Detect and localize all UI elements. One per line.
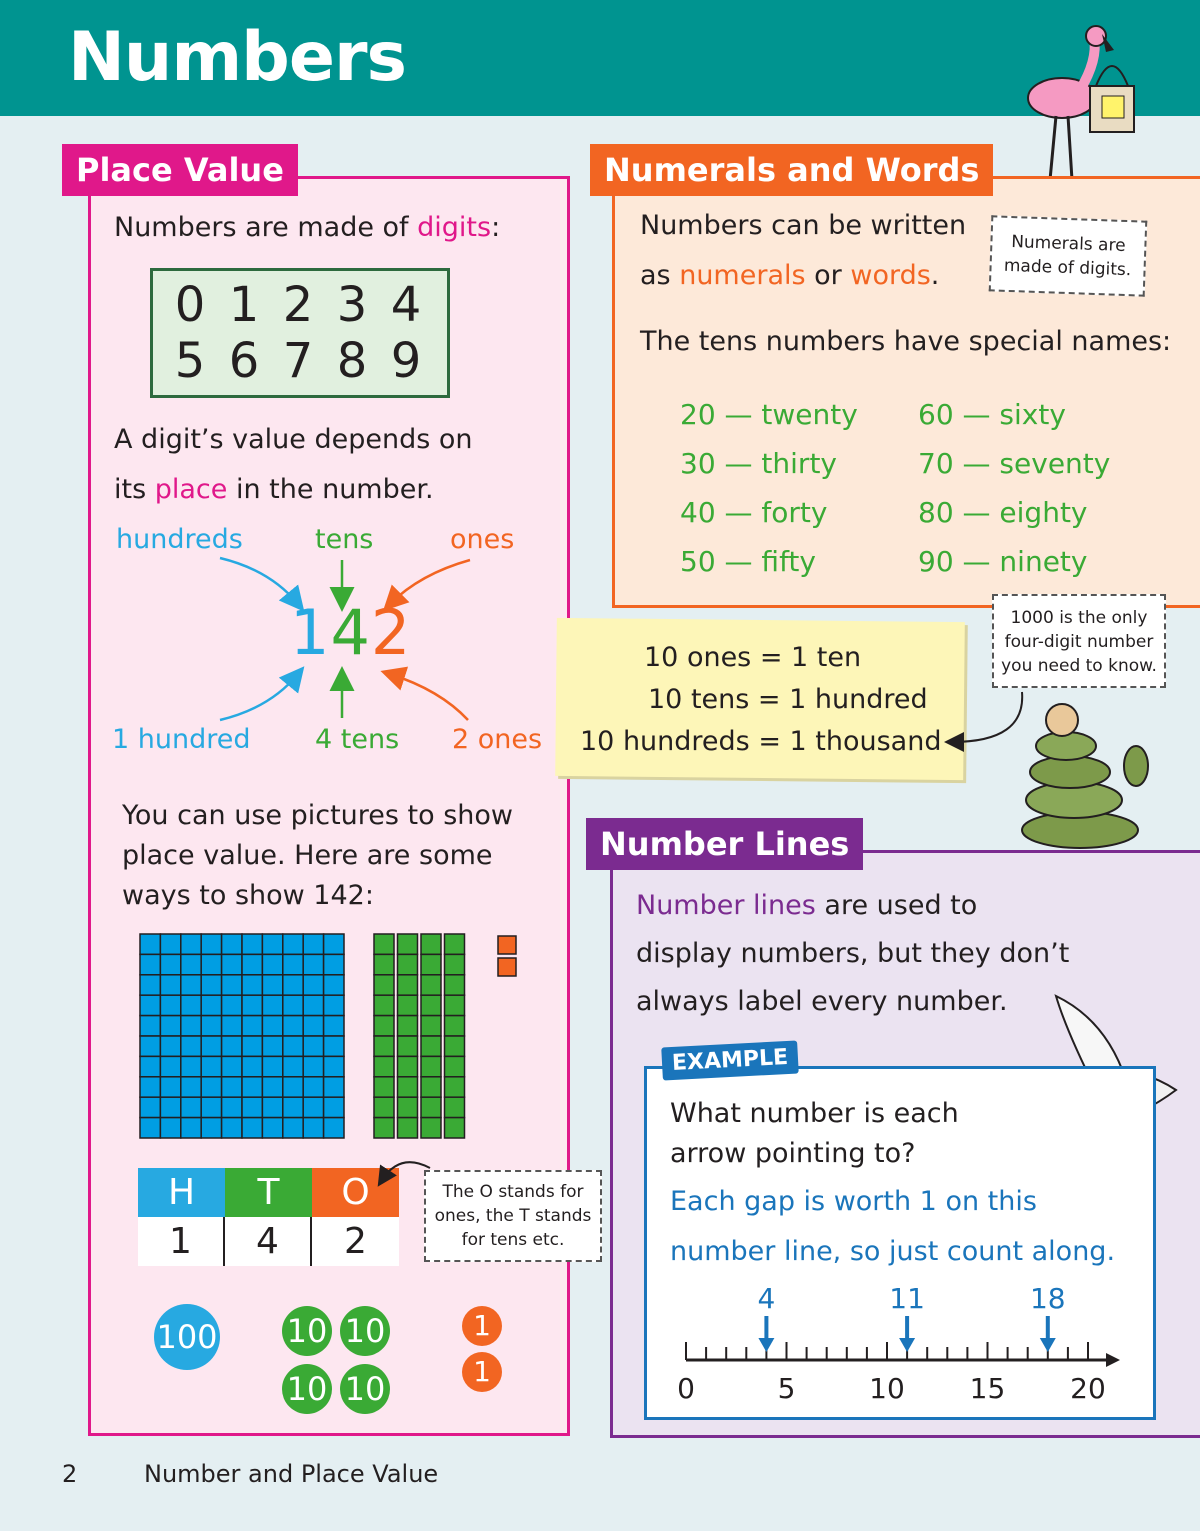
ten-rod-cell <box>421 1118 441 1138</box>
hundred-cell <box>283 1097 303 1117</box>
hundred-cell <box>262 1056 282 1076</box>
hundred-cell <box>303 1056 323 1076</box>
digits-box <box>150 268 450 398</box>
tens-row: 30 — thirty <box>680 447 837 480</box>
conversion-1: 10 ones = 1 ten <box>644 642 862 673</box>
ten-rod-cell <box>374 1077 394 1097</box>
ten-rod-cell <box>374 1016 394 1036</box>
ten-rod-cell <box>374 995 394 1015</box>
hundred-cell <box>181 1016 201 1036</box>
hundred-cell <box>201 954 221 974</box>
hundred-cell <box>140 975 160 995</box>
number-line-arrow-label: 18 <box>1029 1282 1066 1315</box>
conversion-3: 10 hundreds = 1 thousand <box>580 726 942 757</box>
tens-list-right <box>918 390 1110 586</box>
digit: 3 <box>336 277 368 333</box>
hundred-cell <box>140 1097 160 1117</box>
example-question-1: What number is each <box>670 1098 959 1129</box>
hundred-cell <box>324 954 344 974</box>
hundred-cell <box>262 1016 282 1036</box>
hundred-cell <box>242 1118 262 1138</box>
label-hundreds: hundreds <box>116 524 243 555</box>
hundred-cell <box>324 1036 344 1056</box>
hundred-cell <box>222 1016 242 1036</box>
ten-rod-cell <box>398 1056 418 1076</box>
ten-rod-cell <box>445 975 465 995</box>
hundred-cell <box>283 1056 303 1076</box>
digit: 9 <box>390 333 422 389</box>
hundred-cell <box>262 995 282 1015</box>
hundred-cell <box>324 1118 344 1138</box>
hundred-cell <box>242 934 262 954</box>
hto-value-t: 4 <box>225 1217 312 1266</box>
thousand-note: 1000 is the only four-digit number you need to know. <box>992 594 1166 688</box>
hto-header-t: T <box>225 1168 312 1217</box>
numerals-line-1: Numbers can be written <box>640 210 967 241</box>
hundred-cell <box>324 1077 344 1097</box>
hundred-cell <box>303 995 323 1015</box>
hundred-cell <box>140 995 160 1015</box>
coin-10: 10 <box>340 1364 390 1414</box>
hundred-cell <box>324 995 344 1015</box>
label-tens: tens <box>315 524 374 555</box>
hundred-cell <box>242 1056 262 1076</box>
label-2-ones: 2 ones <box>452 724 543 755</box>
ten-rod-cell <box>398 975 418 995</box>
digit: 2 <box>282 277 314 333</box>
ten-rod-cell <box>398 995 418 1015</box>
ten-rod-cell <box>445 1097 465 1117</box>
digit: 6 <box>228 333 260 389</box>
number-line-arrowhead <box>1106 1353 1120 1367</box>
hundred-cell <box>242 954 262 974</box>
example-tag: EXAMPLE <box>661 1040 799 1080</box>
hto-table <box>138 1168 400 1266</box>
ten-rod-cell <box>421 1077 441 1097</box>
number-142: 142 <box>290 596 412 669</box>
hundred-cell <box>242 975 262 995</box>
one-cubes <box>498 936 516 976</box>
hundred-cell <box>262 1118 282 1138</box>
number-line-tick-label: 20 <box>1070 1372 1106 1405</box>
ten-rod-cell <box>374 1036 394 1056</box>
hundred-cell <box>160 1016 180 1036</box>
hundred-cell <box>283 954 303 974</box>
ten-rod-cell <box>445 934 465 954</box>
ten-rod-cell <box>374 1056 394 1076</box>
tens-list-left <box>680 390 858 586</box>
hundred-cell <box>242 995 262 1015</box>
example-question-2: arrow pointing to? <box>670 1138 916 1169</box>
hundred-cell <box>181 934 201 954</box>
ten-rod-cell <box>445 1118 465 1138</box>
ten-rod-cell <box>398 954 418 974</box>
pictures-line-1: You can use pictures to show <box>122 800 513 831</box>
tens-row: 40 — forty <box>680 496 828 529</box>
hundred-cell <box>160 995 180 1015</box>
digit: 5 <box>174 333 206 389</box>
hundred-cell <box>181 954 201 974</box>
ten-rod-cell <box>374 934 394 954</box>
number-line <box>660 1276 1140 1410</box>
ten-rod-cell <box>374 1097 394 1117</box>
ten-rod-cell <box>445 1056 465 1076</box>
hundred-cell <box>201 975 221 995</box>
hundred-cell <box>181 1056 201 1076</box>
hundred-cell <box>140 1036 160 1056</box>
number-lines-intro: Number lines are used to <box>636 890 978 921</box>
hundred-cell <box>283 1016 303 1036</box>
hundred-cell <box>222 1077 242 1097</box>
hundred-cell <box>303 1097 323 1117</box>
hundred-cell <box>181 975 201 995</box>
hundred-cell <box>222 1056 242 1076</box>
hundred-cell <box>160 1036 180 1056</box>
number-lines-heading: Number Lines <box>586 818 863 870</box>
ten-rod-cell <box>374 975 394 995</box>
tens-row: 80 — eighty <box>918 496 1088 529</box>
ten-rod-cell <box>421 1056 441 1076</box>
example-answer-2: number line, so just count along. <box>670 1236 1116 1267</box>
hundred-cell <box>283 975 303 995</box>
hundred-cell <box>160 934 180 954</box>
digit: 0 <box>174 277 206 333</box>
hundred-cell <box>324 975 344 995</box>
hundred-cell <box>181 1118 201 1138</box>
hto-note: The O stands for ones, the T stands for tens etc. <box>424 1170 602 1262</box>
ten-rod-cell <box>398 1016 418 1036</box>
number-line-tick-label: 15 <box>969 1372 1006 1405</box>
hundred-cell <box>201 934 221 954</box>
label-1-hundred: 1 hundred <box>112 724 251 755</box>
hundred-cell <box>222 1097 242 1117</box>
coin-10: 10 <box>282 1306 332 1356</box>
hundred-cell <box>303 934 323 954</box>
hundred-cell <box>201 1016 221 1036</box>
hto-header-h: H <box>138 1168 225 1217</box>
number-line-arrow-label: 4 <box>757 1282 776 1315</box>
hundred-cell <box>140 1118 160 1138</box>
hundred-cell <box>262 954 282 974</box>
digit: 8 <box>336 333 368 389</box>
hundred-cell <box>324 1056 344 1076</box>
ten-rod-cell <box>421 1097 441 1117</box>
hundred-cell <box>303 1036 323 1056</box>
ten-rod-cell <box>421 995 441 1015</box>
hundred-cell <box>160 1097 180 1117</box>
coin-10: 10 <box>282 1364 332 1414</box>
digit: 7 <box>282 333 314 389</box>
ten-rod-cell <box>398 1118 418 1138</box>
hundred-cell <box>242 1036 262 1056</box>
tens-row: 60 — sixty <box>918 398 1066 431</box>
page-title: Numbers <box>68 18 406 97</box>
place-arrows <box>100 550 560 730</box>
label-ones: ones <box>450 524 515 555</box>
ten-rod-cell <box>445 1036 465 1056</box>
hundred-cell <box>160 1118 180 1138</box>
hundred-cell <box>262 934 282 954</box>
number-lines-line-3: always label every number. <box>636 986 1008 1017</box>
ten-rod-cell <box>421 1036 441 1056</box>
hundred-cell <box>222 934 242 954</box>
ten-rod-cell <box>398 934 418 954</box>
hto-header-o: O <box>312 1168 399 1217</box>
hundred-cell <box>222 995 242 1015</box>
numerals-line-2: as numerals or words. <box>640 260 940 291</box>
number-line-pointer-head <box>899 1338 915 1352</box>
numerals-note: Numerals are made of digits. <box>989 215 1148 296</box>
tens-intro: The tens numbers have special names: <box>640 326 1172 357</box>
ten-rod-cell <box>374 1118 394 1138</box>
footer-section: Number and Place Value <box>144 1460 439 1488</box>
pictures-line-2: place value. Here are some <box>122 840 493 871</box>
hundred-cell <box>262 975 282 995</box>
example-answer-1: Each gap is worth 1 on this <box>670 1186 1037 1217</box>
hundred-cell <box>201 995 221 1015</box>
hundred-cell <box>303 954 323 974</box>
hundred-cell <box>140 1056 160 1076</box>
number-lines-line-2: display numbers, but they don’t <box>636 938 1070 969</box>
ten-rod-cell <box>421 934 441 954</box>
hundred-cell <box>222 1118 242 1138</box>
value-line-1: A digit’s value depends on <box>114 424 473 455</box>
ten-rods <box>374 934 465 1138</box>
hundred-cell <box>181 1097 201 1117</box>
base-ten-blocks <box>138 932 528 1140</box>
hundred-cell <box>201 1036 221 1056</box>
hundred-cell <box>262 1036 282 1056</box>
coin-100: 100 <box>154 1304 220 1370</box>
ten-rod-cell <box>445 954 465 974</box>
hundred-cell <box>303 1118 323 1138</box>
hundred-cell <box>283 934 303 954</box>
ten-rod-cell <box>398 1097 418 1117</box>
number-line-tick-label: 10 <box>869 1372 905 1405</box>
hundred-cell <box>283 995 303 1015</box>
hundred-cell <box>140 934 160 954</box>
hundred-cell <box>324 1016 344 1036</box>
hundred-cell <box>303 1077 323 1097</box>
hundred-cell <box>262 1097 282 1117</box>
hundred-cell <box>181 1077 201 1097</box>
hundred-cell <box>262 1077 282 1097</box>
hundred-cell <box>160 975 180 995</box>
value-line-2: its place in the number. <box>114 474 434 505</box>
hundred-cell <box>222 975 242 995</box>
hundred-cell <box>201 1056 221 1076</box>
hto-value-o: 2 <box>312 1217 399 1266</box>
tens-row: 90 — ninety <box>918 545 1088 578</box>
hundred-cell <box>242 1097 262 1117</box>
tens-row: 20 — twenty <box>680 398 858 431</box>
hundred-cell <box>201 1118 221 1138</box>
ten-rod-cell <box>445 1077 465 1097</box>
ten-rod-cell <box>421 954 441 974</box>
digit: 4 <box>390 277 422 333</box>
place-value-heading: Place Value <box>62 144 298 196</box>
ten-rod-cell <box>445 1016 465 1036</box>
ten-rod-cell <box>421 975 441 995</box>
one-cube <box>498 958 516 976</box>
tens-row: 70 — seventy <box>918 447 1111 480</box>
number-line-pointer-head <box>1040 1338 1056 1352</box>
coin-1: 1 <box>462 1306 502 1346</box>
hundred-cell <box>181 1036 201 1056</box>
ten-rod-cell <box>445 995 465 1015</box>
tens-row: 50 — fifty <box>680 545 816 578</box>
hundred-cell <box>283 1077 303 1097</box>
hundred-cell <box>201 1077 221 1097</box>
hundred-block <box>140 934 344 1138</box>
hundred-cell <box>222 1036 242 1056</box>
snake-illustration <box>1012 700 1162 852</box>
ten-rod-cell <box>398 1036 418 1056</box>
one-cube <box>498 936 516 954</box>
hundred-cell <box>160 1077 180 1097</box>
hundred-cell <box>283 1036 303 1056</box>
number-line-arrow-label: 11 <box>889 1282 925 1315</box>
label-4-tens: 4 tens <box>315 724 400 755</box>
hundred-cell <box>222 954 242 974</box>
hundred-cell <box>242 1077 262 1097</box>
hundred-cell <box>303 975 323 995</box>
coin-1: 1 <box>462 1352 502 1392</box>
hundred-cell <box>181 995 201 1015</box>
digit: 1 <box>228 277 260 333</box>
hundred-cell <box>140 1077 160 1097</box>
hto-value-h: 1 <box>138 1217 225 1266</box>
conversion-2: 10 tens = 1 hundred <box>648 684 928 715</box>
hundred-cell <box>303 1016 323 1036</box>
coin-10: 10 <box>340 1306 390 1356</box>
flamingo-illustration <box>1010 20 1160 188</box>
number-line-pointer-head <box>758 1338 774 1352</box>
hundred-cell <box>324 934 344 954</box>
numerals-words-heading: Numerals and Words <box>590 144 993 196</box>
page-number: 2 <box>62 1460 78 1488</box>
hundred-cell <box>140 954 160 974</box>
number-line-tick-label: 5 <box>777 1372 796 1405</box>
hundred-cell <box>283 1118 303 1138</box>
digits-intro: Numbers are made of digits: <box>114 212 501 243</box>
hundred-cell <box>201 1097 221 1117</box>
hundred-cell <box>140 1016 160 1036</box>
hundred-cell <box>242 1016 262 1036</box>
hundred-cell <box>324 1097 344 1117</box>
number-line-tick-label: 0 <box>677 1372 695 1405</box>
hundred-cell <box>160 1056 180 1076</box>
ten-rod-cell <box>421 1016 441 1036</box>
ten-rod-cell <box>398 1077 418 1097</box>
hundred-cell <box>160 954 180 974</box>
ten-rod-cell <box>374 954 394 974</box>
pictures-line-3: ways to show 142: <box>122 880 374 911</box>
